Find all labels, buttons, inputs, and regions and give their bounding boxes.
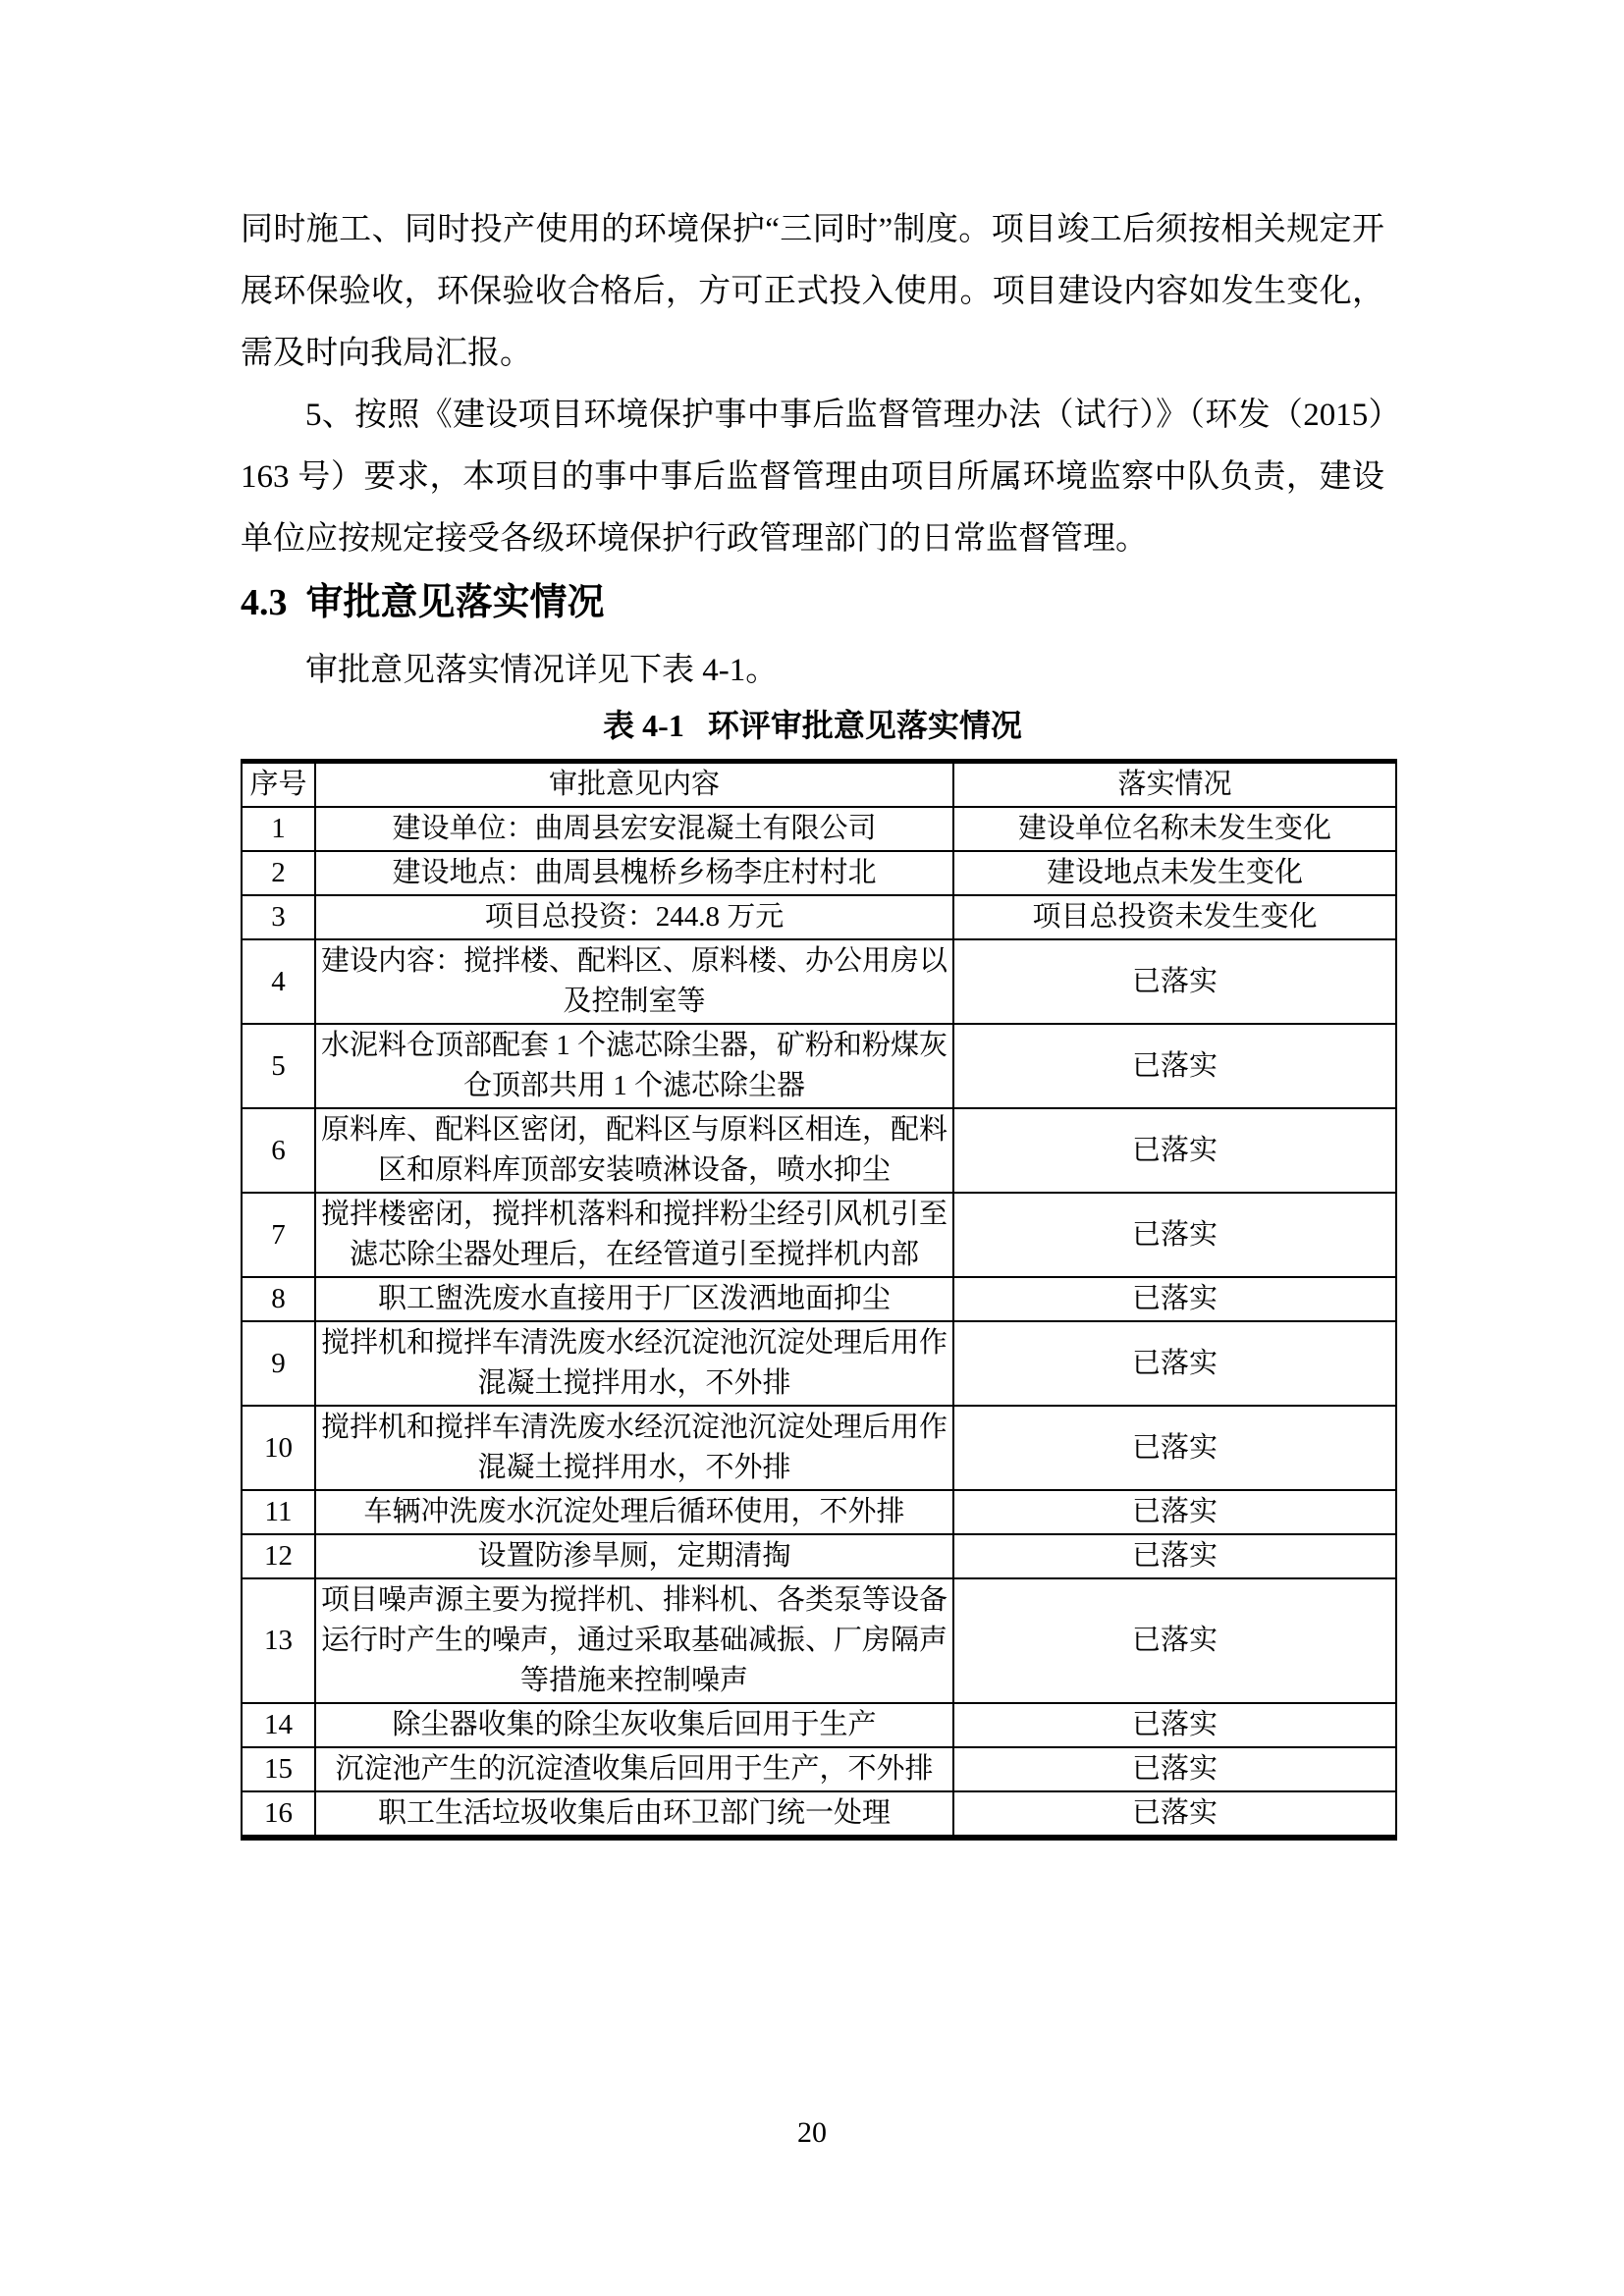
- cell-opinion: 沉淀池产生的沉淀渣收集后回用于生产，不外排: [315, 1747, 953, 1791]
- cell-status: 已落实: [953, 1108, 1396, 1193]
- cell-index: 9: [242, 1321, 315, 1406]
- table-row: [242, 1578, 1396, 1703]
- table-row: [242, 807, 1396, 851]
- cell-opinion: 原料库、配料区密闭，配料区与原料区相连，配料区和原料库顶部安装喷淋设备，喷水抑尘: [315, 1108, 953, 1193]
- cell-index: 15: [242, 1747, 315, 1791]
- table-caption: 表 4-1 环评审批意见落实情况: [603, 708, 1022, 743]
- table-row: [242, 851, 1396, 895]
- cell-opinion: 设置防渗旱厕，定期清掏: [315, 1534, 953, 1578]
- paragraph-three-simultaneous: 同时施工、同时投产使用的环境保护“三同时”制度。项目竣工后须按相关规定开展环保验收，环保验收合格后，方可正式投入使用。项目建设内容如发生变化，需及时向我局汇报。: [241, 212, 1384, 371]
- table-row: [242, 939, 1396, 1024]
- page-number: 20: [797, 2116, 827, 2149]
- cell-opinion: 建设地点：曲周县槐桥乡杨李庄村村北: [315, 851, 953, 895]
- header-cell-index: 序号: [242, 762, 315, 808]
- cell-index: 10: [242, 1406, 315, 1490]
- cell-opinion: 建设内容：搅拌楼、配料区、原料楼、办公用房以及控制室等: [315, 939, 953, 1024]
- cell-index: 11: [242, 1490, 315, 1534]
- cell-index: 1: [242, 807, 315, 851]
- cell-opinion: 搅拌机和搅拌车清洗废水经沉淀池沉淀处理后用作混凝土搅拌用水，不外排: [315, 1406, 953, 1490]
- cell-status: 已落实: [953, 1024, 1396, 1108]
- cell-opinion: 水泥料仓顶部配套 1 个滤芯除尘器，矿粉和粉煤灰仓顶部共用 1 个滤芯除尘器: [315, 1024, 953, 1108]
- cell-status: 已落实: [953, 1534, 1396, 1578]
- cell-index: 6: [242, 1108, 315, 1193]
- cell-opinion: 车辆冲洗废水沉淀处理后循环使用，不外排: [315, 1490, 953, 1534]
- cell-index: 16: [242, 1791, 315, 1838]
- cell-status: 已落实: [953, 1277, 1396, 1321]
- cell-status: 已落实: [953, 1703, 1396, 1747]
- table-row: [242, 1024, 1396, 1108]
- cell-index: 3: [242, 895, 315, 939]
- cell-status: 已落实: [953, 1406, 1396, 1490]
- cell-opinion: 除尘器收集的除尘灰收集后回用于生产: [315, 1703, 953, 1747]
- table-row: [242, 1747, 1396, 1791]
- table-row: [242, 1703, 1396, 1747]
- cell-index: 2: [242, 851, 315, 895]
- table-row: [242, 1193, 1396, 1277]
- cell-index: 13: [242, 1578, 315, 1703]
- table-row: [242, 1490, 1396, 1534]
- table-row: [242, 1791, 1396, 1838]
- cell-opinion: 项目总投资：244.8 万元: [315, 895, 953, 939]
- cell-index: 7: [242, 1193, 315, 1277]
- table-row: [242, 1406, 1396, 1490]
- header-cell-status: 落实情况: [953, 762, 1396, 808]
- cell-index: 8: [242, 1277, 315, 1321]
- cell-status: 已落实: [953, 1490, 1396, 1534]
- cell-status: 已落实: [953, 1747, 1396, 1791]
- cell-index: 5: [242, 1024, 315, 1108]
- table-row: [242, 1321, 1396, 1406]
- table-row: [242, 1108, 1396, 1193]
- paragraph-supervision: 5、按照《建设项目环境保护事中事后监督管理办法（试行）》（环发（2015）163 号）要求，本项目的事中事后监督管理由项目所属环境监察中队负责，建设单位应按规定接受各级环境保护行政管理部门的日常监督管理。: [241, 398, 1384, 557]
- cell-status: 已落实: [953, 1321, 1396, 1406]
- cell-status: 已落实: [953, 1193, 1396, 1277]
- cell-status: 已落实: [953, 1578, 1396, 1703]
- table-intro: 审批意见落实情况详见下表 4-1。: [305, 653, 779, 688]
- cell-opinion: 职工盥洗废水直接用于厂区泼洒地面抑尘: [315, 1277, 953, 1321]
- cell-opinion: 职工生活垃圾收集后由环卫部门统一处理: [315, 1791, 953, 1838]
- cell-index: 14: [242, 1703, 315, 1747]
- cell-opinion: 项目噪声源主要为搅拌机、排料机、各类泵等设备运行时产生的噪声，通过采取基础减振、厂房隔声等措施来控制噪声: [315, 1578, 953, 1703]
- cell-status: 建设单位名称未发生变化: [953, 807, 1396, 851]
- table-row: [242, 895, 1396, 939]
- cell-status: 建设地点未发生变化: [953, 851, 1396, 895]
- cell-status: 已落实: [953, 939, 1396, 1024]
- cell-status: 项目总投资未发生变化: [953, 895, 1396, 939]
- cell-status: 已落实: [953, 1791, 1396, 1838]
- table-body: [242, 807, 1396, 1838]
- header-cell-opinion: 审批意见内容: [315, 762, 953, 808]
- section-heading: 4.3 审批意见落实情况: [241, 582, 605, 623]
- cell-index: 12: [242, 1534, 315, 1578]
- approval-table: [241, 759, 1397, 1841]
- cell-opinion: 建设单位：曲周县宏安混凝土有限公司: [315, 807, 953, 851]
- table-row: [242, 1534, 1396, 1578]
- cell-index: 4: [242, 939, 315, 1024]
- cell-opinion: 搅拌楼密闭，搅拌机落料和搅拌粉尘经引风机引至滤芯除尘器处理后，在经管道引至搅拌机内部: [315, 1193, 953, 1277]
- table-header-row: [242, 762, 1396, 808]
- cell-opinion: 搅拌机和搅拌车清洗废水经沉淀池沉淀处理后用作混凝土搅拌用水，不外排: [315, 1321, 953, 1406]
- table-row: [242, 1277, 1396, 1321]
